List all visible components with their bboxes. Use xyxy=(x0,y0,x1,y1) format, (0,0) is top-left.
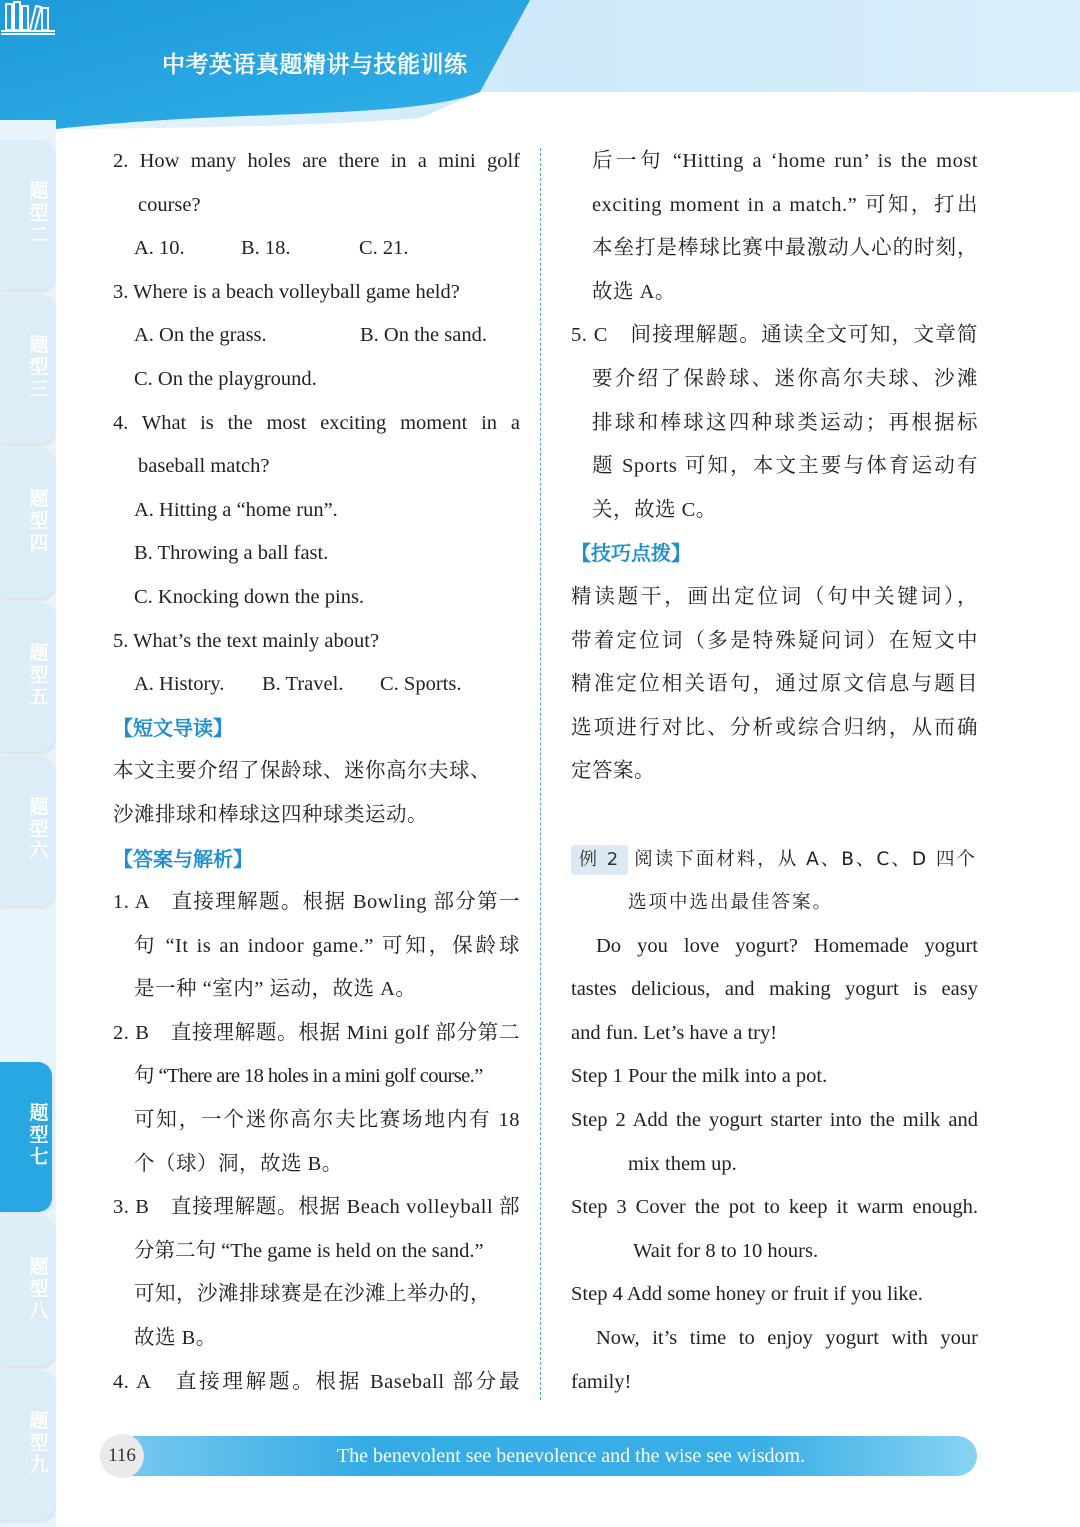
answer-4: 4. A 直接理解题。根据 Baseball 部分最 xyxy=(113,1370,520,1393)
blank-line xyxy=(571,794,978,838)
question-4: 4. What is the most exciting moment in a xyxy=(113,411,520,434)
footer-bar xyxy=(106,1436,977,1476)
answer-2: 2. B 直接理解题。根据 Mini golf 部分第二 xyxy=(113,1021,520,1044)
passage-text: Now, it’s time to enjoy yogurt with your xyxy=(596,1327,978,1350)
tips-text: 定答案。 xyxy=(571,760,655,783)
step-1: Step 1 Pour the milk into a pot. xyxy=(571,1065,828,1088)
page-number: 116 xyxy=(100,1434,144,1478)
footer-quote: The benevolent see benevolence and the wise see wisdom. xyxy=(336,1445,806,1467)
answer-5-cont: 关，故选 C。 xyxy=(592,498,717,521)
question-4-cont: baseball match? xyxy=(138,455,270,478)
step-4: Step 4 Add some honey or fruit if you like. xyxy=(571,1283,923,1306)
answer-4-cont: 本垒打是棒球比赛中最激动人心的时刻， xyxy=(592,237,978,260)
intro-text: 本文主要介绍了保龄球、迷你高尔夫球、 xyxy=(113,760,491,783)
tips-text: 选项进行对比、分析或综合归纳，从而确 xyxy=(571,716,978,739)
option-c: C. Knocking down the pins. xyxy=(134,585,365,608)
answer-3-cont: 分第二句 “The game is held on the sand.” xyxy=(134,1239,484,1262)
question-2-cont: course? xyxy=(138,193,201,216)
tab-type-9[interactable]: 题型九 xyxy=(0,1370,54,1520)
example-instruction: 例 2 阅读下面材料，从 A、B、C、D 四个 xyxy=(571,838,978,882)
question-3-options xyxy=(113,314,520,358)
option-b: B. Travel. xyxy=(262,673,344,696)
column-divider xyxy=(540,148,541,1400)
left-column xyxy=(113,140,520,1404)
page-header xyxy=(0,0,1080,150)
tab-type-8[interactable]: 题型八 xyxy=(0,1216,54,1366)
option-a: A. 10. xyxy=(134,237,185,260)
chapter-tabs xyxy=(0,120,56,1527)
tab-type-6[interactable]: 题型六 xyxy=(0,756,54,906)
tab-type-7[interactable]: 题型七 xyxy=(0,1062,52,1212)
step-3-cont: Wait for 8 to 10 hours. xyxy=(633,1239,819,1262)
answer-4-cont: 故选 A。 xyxy=(592,280,676,303)
tab-type-4[interactable]: 题型四 xyxy=(0,448,54,598)
tips-text: 带着定位词（多是特殊疑问词）在短文中 xyxy=(571,629,978,652)
passage-text: Do you love yogurt? Homemade yogurt xyxy=(596,934,978,957)
right-column xyxy=(571,140,978,1404)
tips-text: 精读题干，画出定位词（句中关键词）， xyxy=(571,585,978,608)
intro-text: 沙滩排球和棒球这四种球类运动。 xyxy=(113,803,428,826)
book-title: 中考英语真题精讲与技能训练 xyxy=(162,52,468,78)
question-2-options xyxy=(113,227,520,271)
answer-4-cont: 后一句 “Hitting a ‘home run’ is the most xyxy=(592,150,978,172)
tips-heading: 【技巧点拨】 xyxy=(571,541,691,566)
example-label: 例 2 xyxy=(571,845,628,875)
option-b: B. Throwing a ball fast. xyxy=(134,542,329,565)
answer-3-cont: 故选 B。 xyxy=(134,1327,217,1350)
answer-2-cont: 可知，一个迷你高尔夫比赛场地内有 18 xyxy=(134,1109,520,1132)
answer-5-cont: 排球和棒球这四种球类运动；再根据标 xyxy=(592,411,978,434)
option-a: A. History. xyxy=(134,673,225,696)
tab-type-3[interactable]: 题型三 xyxy=(0,294,54,444)
option-b: B. 18. xyxy=(241,237,291,260)
passage-text: and fun. Let’s have a try! xyxy=(571,1021,778,1044)
books-icon xyxy=(0,0,56,36)
question-5: 5. What’s the text mainly about? xyxy=(113,629,380,652)
passage-text: family! xyxy=(571,1370,632,1393)
intro-heading: 【短文导读】 xyxy=(113,715,233,740)
answer-1-cont: 句 “It is an indoor game.” 可知，保龄球 xyxy=(134,934,520,957)
question-2: 2. How many holes are there in a mini golf xyxy=(113,150,520,172)
option-c: C. Sports. xyxy=(380,673,462,696)
answer-5-cont: 要介绍了保龄球、迷你高尔夫球、沙滩 xyxy=(592,367,978,390)
option-c: C. 21. xyxy=(359,237,409,260)
tab-type-5[interactable]: 题型五 xyxy=(0,602,54,752)
option-a: A. On the grass. xyxy=(134,324,267,347)
example-instruction-cont: 选项中选出最佳答案。 xyxy=(628,892,834,914)
answer-2-cont: 个（球）洞，故选 B。 xyxy=(134,1152,343,1175)
option-b: B. On the sand. xyxy=(360,324,487,347)
answer-2-cont: 句 “There are 18 holes in a mini golf course.” xyxy=(134,1065,483,1088)
answer-4-cont: exciting moment in a match.” 可知，打出 xyxy=(592,193,978,216)
passage-text: tastes delicious, and making yogurt is easy xyxy=(571,978,978,1001)
option-a: A. Hitting a “home run”. xyxy=(134,498,338,521)
answer-1: 1. A 直接理解题。根据 Bowling 部分第一 xyxy=(113,891,520,914)
step-2: Step 2 Add the yogurt starter into the milk and xyxy=(571,1109,978,1132)
answer-1-cont: 是一种 “室内” 运动，故选 A。 xyxy=(134,978,417,1001)
question-3: 3. Where is a beach volleyball game held? xyxy=(113,280,460,303)
tips-text: 精准定位相关语句，通过原文信息与题目 xyxy=(571,673,978,696)
answer-5-cont: 题 Sports 可知，本文主要与体育运动有 xyxy=(592,455,978,478)
answer-5: 5. C 间接理解题。通读全文可知，文章简 xyxy=(571,324,978,347)
option-c: C. On the playground. xyxy=(134,367,317,390)
step-2-cont: mix them up. xyxy=(628,1152,737,1175)
answer-3: 3. B 直接理解题。根据 Beach volleyball 部 xyxy=(113,1196,520,1219)
tab-type-2[interactable]: 题型二 xyxy=(0,140,54,290)
step-3: Step 3 Cover the pot to keep it warm enough. xyxy=(571,1196,978,1219)
answer-heading: 【答案与解析】 xyxy=(113,846,253,871)
question-5-options xyxy=(113,663,520,707)
answer-3-cont: 可知，沙滩排球赛是在沙滩上举办的， xyxy=(134,1283,491,1306)
